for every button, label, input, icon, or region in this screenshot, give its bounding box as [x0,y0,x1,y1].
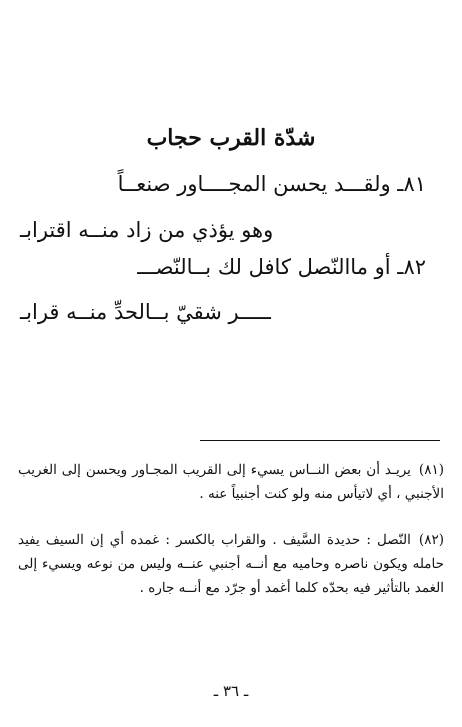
section-title: شدّة القرب حجاب [146,125,316,151]
footnote-82 [18,528,444,600]
footnote-number: (٨١) [418,462,444,478]
footnote-text: يريـد أن بعض النــاس يسيء إلى القريب المجـاور ويحسن إلى الغريب الأجنبي ، أي لاتيأس منه ولو كنت أجنبياً عنه . [18,462,444,502]
footnote-number: (٨٢) [418,532,444,548]
page-number: ـ ٣٦ ـ [213,682,249,700]
footnote-81 [18,458,444,506]
footnote-text: النّصل : حديدة السَّيف . والقراب بالكسر : غمده أي إن السيف يفيد حامله ويكون ناصره وحاميه مع أنــه أجنبي عنــه وليس من نوعه ويسيء إلى الغمد بالتأثير فيه بحدّه كلما أغمد أو جرّد مع أنــه جاره . [18,532,444,596]
verse-line-2: وهو يؤذي من زاد منــه اقترابـ [20,218,274,242]
verse-line-1: ٨١ـ ولقـــد يحسن المجــــاور صنعــاً [117,172,426,196]
verse-line-3: ٨٢ـ أو ماالنّصل كافل لك بــالنّصـــ [137,255,426,279]
footnote-divider [200,440,440,441]
verse-line-4: ـــــر شقيّ بــالحدِّ منــه قرابـ [20,300,271,324]
